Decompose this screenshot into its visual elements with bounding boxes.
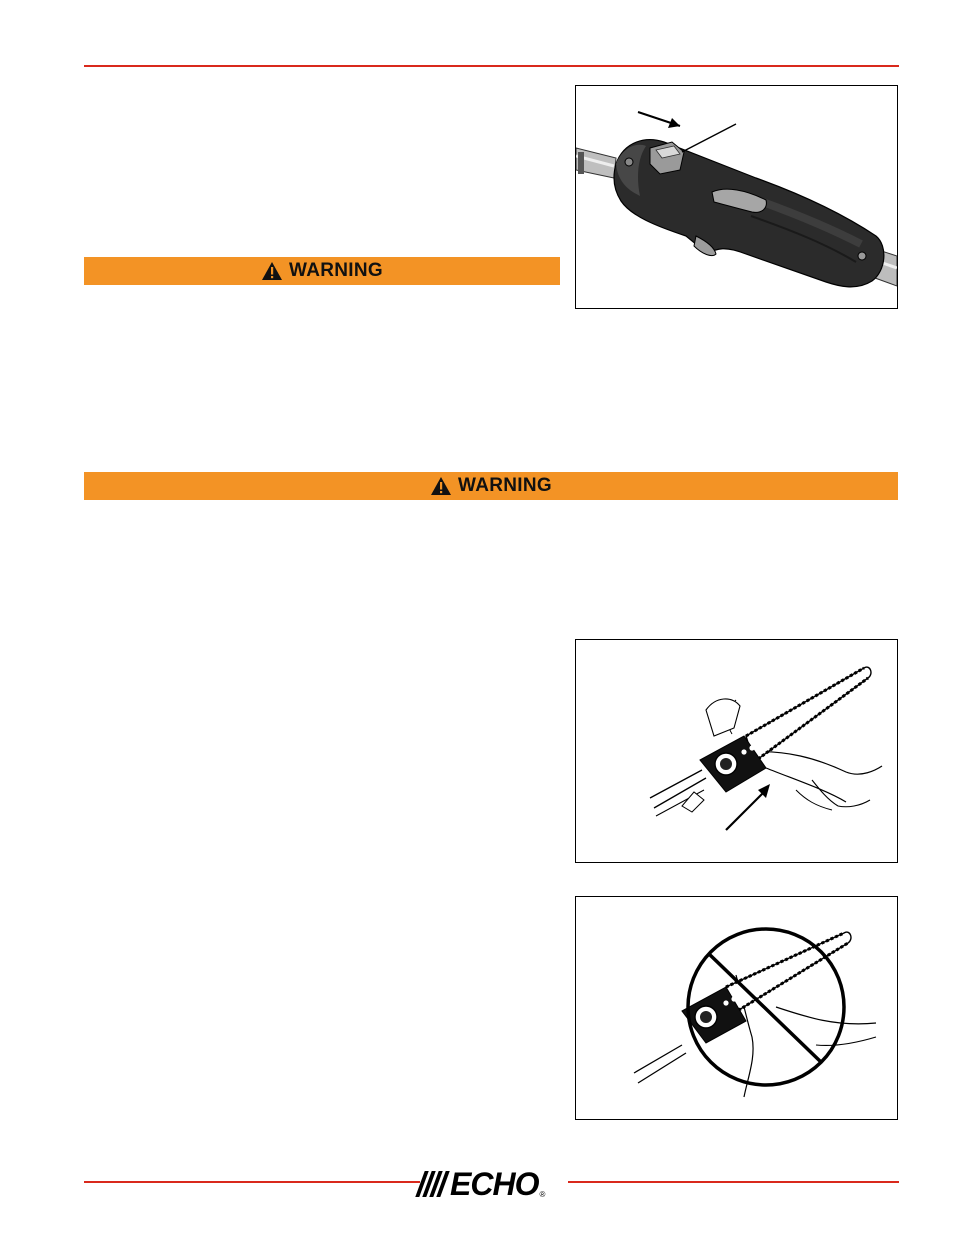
- footer-rule-right: [568, 1181, 899, 1183]
- header-rule: [84, 65, 899, 67]
- warning-triangle-icon: [430, 476, 452, 496]
- logo-brand: ECHO: [450, 1166, 539, 1202]
- figure-pruner-prohibited: [575, 896, 898, 1120]
- logo-registered: ®: [539, 1190, 546, 1199]
- echo-logo: [420, 1167, 570, 1201]
- figure-pruner-correct: [575, 639, 898, 863]
- pruner-prohibited-illustration: [576, 897, 897, 1119]
- handle-illustration: [576, 86, 897, 308]
- warning-banner-1: [84, 257, 560, 285]
- warning-triangle-icon: [261, 261, 283, 281]
- warning-label: WARNING: [458, 475, 552, 496]
- figure-handle: [575, 85, 898, 309]
- warning-banner-2: [84, 472, 898, 500]
- pruner-illustration: [576, 640, 897, 862]
- warning-label: WARNING: [289, 260, 383, 281]
- logo-stripes: [420, 1171, 448, 1197]
- footer-rule-left: [84, 1181, 420, 1183]
